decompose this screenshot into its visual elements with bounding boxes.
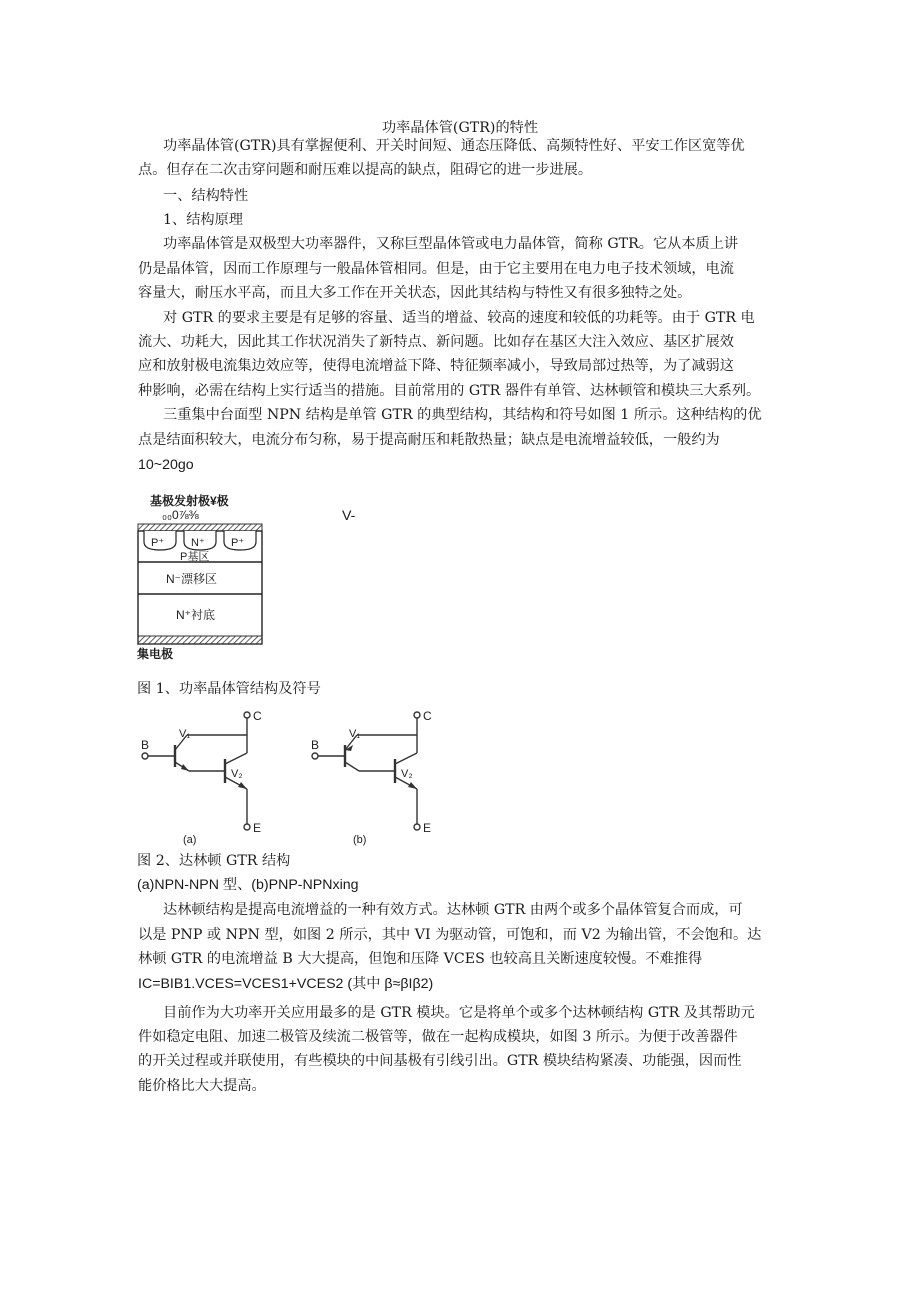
para1-line-3: 容量大，耐压水平高，而且大多工作在开关状态，因此其结构与特性又有很多独特之处。: [138, 285, 692, 301]
fig1-top-sub-label: ₀₀0⅞⅜: [162, 508, 199, 522]
para2-line-2: 流大、功耗大，因此其工作状况消失了新特点、新问题。比如存在基区大注入效应、基区扩展效: [138, 334, 734, 350]
fig2b-c-label: C: [423, 709, 432, 723]
fig2b-v2-label: V₂: [401, 768, 413, 780]
fig2-darlington-b: [307, 707, 437, 847]
intro-line-2: 点。但存在二次击穿问题和耐压难以提高的缺点，阻碍它的进一步进展。: [138, 162, 593, 178]
fig2a-v1-arrow: [181, 764, 189, 771]
fig2a-e-label: E: [253, 821, 262, 835]
para3-line-3: 10~20go: [138, 457, 194, 473]
para5-line-2: 件如稳定电阻、加速二极管及续流二极管等，做在一起构成模块，如图 3 所示。为便于改善器件: [138, 1029, 738, 1045]
fig2b-b-terminal: [312, 753, 318, 759]
fig2b-e-label: E: [423, 821, 432, 835]
page-title: 功率晶体管(GTR)的特性: [381, 120, 539, 136]
fig2a-b-terminal: [142, 753, 148, 759]
fig1-p-right-label: P⁺: [231, 537, 245, 549]
para3-line-1: 三重集中台面型 NPN 结构是单管 GTR 的典型结构，其结构和符号如图 1 所示。这种结构的优: [163, 407, 762, 423]
fig1-n-drift-label: N⁻漂移区: [166, 572, 218, 586]
fig2a-b-label: B: [141, 738, 150, 752]
para2-line-4: 种影响，必需在结构上实行适当的措施。目前常用的 GTR 器件有单管、达林顿管和模块三大系列。: [138, 383, 761, 399]
para5-line-3: 的开关过程或并联使用，有些模块的中间基极有引线引出。GTR 模块结构紧凑、功能强，因而性: [138, 1053, 742, 1069]
para4-line-1: 达林顿结构是提高电流增益的一种有效方式。达林顿 GTR 由两个或多个晶体管复合而成，可: [163, 902, 743, 918]
fig1-p-base-label: P基区: [180, 551, 210, 563]
para4-line-2: 以是 PNP 或 NPN 型，如图 2 所示，其中 VI 为驱动管，可饱和，而 V2 为输出管，不会饱和。达: [138, 927, 762, 943]
para5-line-4: 能价格比大大提高。: [138, 1078, 266, 1094]
para4-line-3: 林顿 GTR 的电流增益 B 大大提高，但饱和压降 VCES 也较高且关断速度较慢。不难推得: [138, 951, 703, 967]
fig2-darlington-a: [137, 707, 267, 847]
section-heading: 一、结构特性: [163, 188, 249, 204]
fig2b-v1-label: V₁: [349, 728, 361, 740]
fig1-n-sub-label: N⁺衬底: [176, 608, 216, 622]
fig1-bottom-metal: [138, 636, 262, 644]
intro-line-1: 功率晶体管(GTR)具有掌握便利、开关时间短、通态压降低、高频特性好、平安工作区宽等优: [163, 138, 745, 154]
fig2b-c-terminal: [414, 712, 420, 718]
fig2a-c-label: C: [253, 709, 262, 723]
formula: IC=BIB1.VCES=VCES1+VCES2 (其中 β≈βIβ2): [138, 976, 434, 992]
fig1-v-label: V-: [342, 508, 356, 524]
para3-line-2: 点是结面积较大，电流分布匀称，易于提高耐压和耗散热量；缺点是电流增益较低，一般约为: [138, 432, 720, 448]
para2-line-3: 应和放射极电流集边效应等，使得电流增益下降、特征频率减小，导致局部过热等，为了减弱这: [138, 358, 734, 374]
fig2a-e-terminal: [244, 824, 250, 830]
fig1-top-metal: [138, 524, 262, 531]
fig1-structure-diagram: [136, 520, 266, 645]
para1-line-1: 功率晶体管是双极型大功率器件，又称巨型晶体管或电力晶体管，简称 GTR。它从本质上讲: [163, 236, 739, 252]
fig2b-e-terminal: [414, 824, 420, 830]
fig2-subcaption: (a)NPN-NPN 型、(b)PNP-NPNxing: [137, 877, 359, 893]
subsection-heading: 1、结构原理: [163, 212, 243, 228]
fig2b-caption-label: (b): [353, 834, 367, 846]
fig2b-v2-arrow: [408, 782, 417, 789]
fig1-p-left-label: P⁺: [151, 537, 165, 549]
fig2b-b-label: B: [311, 738, 320, 752]
fig1-collector-label: 集电极: [137, 647, 174, 661]
fig2a-v1-label: V₁: [179, 728, 191, 740]
fig1-top-label: 基极发射极¥极: [150, 494, 229, 508]
fig2a-v2-label: V₂: [231, 768, 243, 780]
para1-line-2: 仍是晶体管，因而工作原理与一般晶体管相同。但是，由于它主要用在电力电子技术领域，电流: [138, 261, 734, 277]
fig2-caption: 图 2、达林顿 GTR 结构: [137, 853, 291, 869]
para5-line-1: 目前作为大功率开关应用最多的是 GTR 模块。它是将单个或多个达林顿结构 GTR 及其帮助元: [163, 1005, 755, 1021]
fig2a-v2-arrow: [238, 782, 247, 789]
fig2a-c-terminal: [244, 712, 250, 718]
fig1-n-mid-label: N⁺: [191, 537, 205, 549]
para2-line-1: 对 GTR 的要求主要是有足够的容量、适当的增益、较高的速度和较低的功耗等。由于 GTR 电: [163, 310, 755, 326]
fig1-caption: 图 1、功率晶体管结构及符号: [137, 681, 321, 697]
fig2a-caption-label: (a): [183, 834, 197, 846]
